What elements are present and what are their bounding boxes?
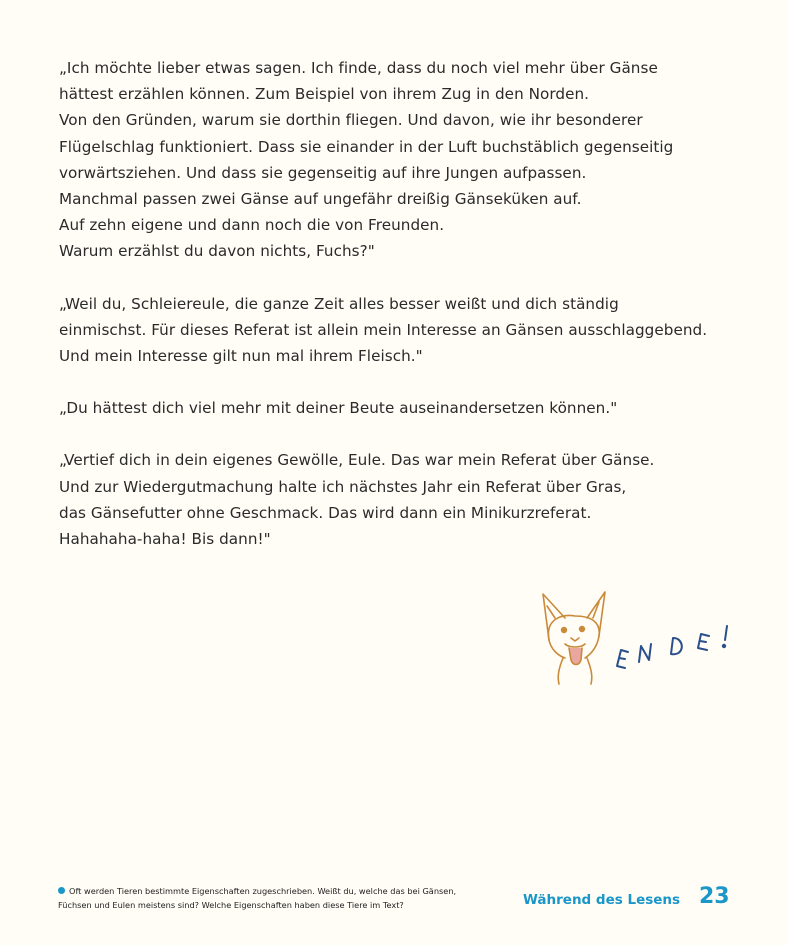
text-line: hättest erzählen können. Zum Beispiel von ihrem Zug in den Norden. (59, 85, 590, 104)
text-line: „Vertief dich in dein eigenes Gewölle, Eule. Das war mein Referat über Gänse. (59, 451, 655, 470)
text-line: Warum erzählst du davon nichts, Fuchs?" (59, 242, 375, 261)
text-line: einmischst. Für dieses Referat ist allein mein Interesse an Gänsen ausschlaggebend. (59, 320, 708, 339)
paragraph-fox-ending (59, 447, 749, 552)
fox-drawing-icon (543, 592, 605, 684)
text-line: Und zur Wiedergutmachung halte ich nächstes Jahr ein Referat über Gras, (59, 477, 627, 496)
text-line: vorwärtsziehen. Und dass sie gegenseitig auf ihre Jungen aufpassen. (59, 163, 587, 182)
bullet-dot-icon (58, 887, 65, 894)
fox-ende-illustration (535, 588, 745, 688)
text-line: „Du hättest dich viel mehr mit deiner Beute auseinandersetzen können." (59, 399, 618, 418)
section-label: Während des Lesens (523, 892, 681, 908)
text-line: „Weil du, Schleiereule, die ganze Zeit alles besser weißt und dich ständig (59, 294, 619, 313)
text-line: Auf zehn eigene und dann noch die von Freunden. (59, 216, 445, 235)
text-line: „Ich möchte lieber etwas sagen. Ich finde, dass du noch viel mehr über Gänse (59, 59, 658, 77)
task-note-line2: Füchsen und Eulen meistens sind? Welche Eigenschaften haben diese Tiere im Text? (58, 900, 404, 910)
task-note-line1: Oft werden Tieren bestimmte Eigenschaften zugeschrieben. Weißt du, welche das bei Gänsen, (69, 886, 457, 896)
text-line: Manchmal passen zwei Gänse auf ungefähr dreißig Gänseküken auf. (59, 190, 582, 209)
paragraph-owl-speech (59, 55, 749, 265)
ende-lettering (617, 626, 727, 668)
paragraph-fox-reply (59, 291, 749, 370)
story-text (59, 55, 749, 552)
text-line: Und mein Interesse gilt nun mal ihrem Fleisch." (59, 347, 423, 366)
page-number: 23 (699, 884, 730, 909)
text-line: Von den Gründen, warum sie dorthin fliegen. Und davon, wie ihr besonderer (59, 111, 643, 130)
paragraph-owl-retort (59, 395, 749, 421)
text-line: Flügelschlag funktioniert. Dass sie einander in der Luft buchstäblich gegenseitig (59, 137, 674, 156)
text-line: das Gänsefutter ohne Geschmack. Das wird dann ein Minikurzreferat. (59, 503, 592, 522)
task-note (58, 884, 508, 912)
text-line: Hahahaha-haha! Bis dann!" (59, 530, 271, 549)
